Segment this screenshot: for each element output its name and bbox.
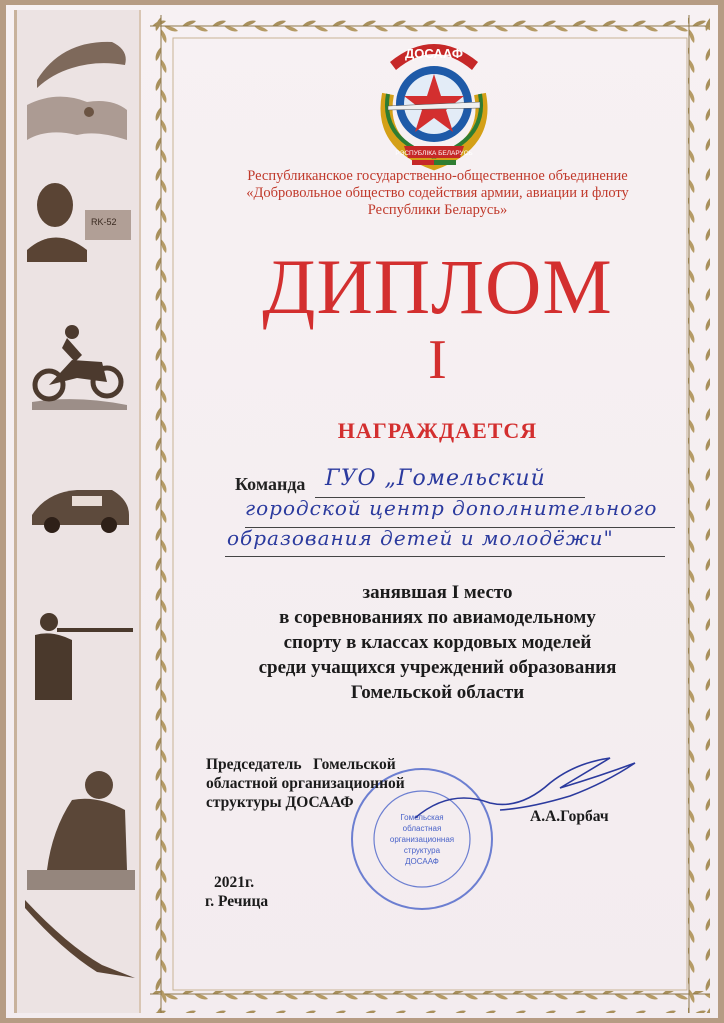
signatory-line-2: областной организационной xyxy=(206,775,405,792)
glider-image xyxy=(25,900,135,978)
team-handwritten-line-1: ГУО „Гомельский xyxy=(325,466,546,491)
rally-car-image xyxy=(32,490,129,533)
diploma-title: ДИПЛОМ xyxy=(262,243,613,330)
pilot-image xyxy=(27,183,131,262)
svg-text:организационная: организационная xyxy=(389,835,455,844)
issue-details xyxy=(205,873,268,911)
organization-line-1: Республиканское государственно-общественное объединение xyxy=(247,168,628,184)
achievement-text xyxy=(175,580,700,705)
achievement-line-3: спорту в классах кордовых моделей xyxy=(283,632,592,653)
svg-text:RK-52: RK-52 xyxy=(91,217,117,227)
achievement-line-5: Гомельской области xyxy=(350,682,525,703)
svg-text:РЭСПУБЛІКА БЕЛАРУСЬ: РЭСПУБЛІКА БЕЛАРУСЬ xyxy=(395,150,473,157)
team-handwritten-line-3: образования детей и молодёжи" xyxy=(227,526,614,550)
svg-text:ДОСААФ: ДОСААФ xyxy=(405,857,439,866)
parachute-image xyxy=(27,42,127,140)
signatory-line-3: структуры ДОСААФ xyxy=(206,794,354,811)
organization-line-3: Республики Беларусь» xyxy=(367,202,508,218)
team-label: Команда xyxy=(235,474,306,494)
svg-text:структура: структура xyxy=(403,846,441,855)
achievement-line-4: среди учащихся учреждений образования xyxy=(258,657,617,678)
diploma-content xyxy=(175,20,700,1000)
diploma-degree: I xyxy=(428,329,447,391)
dosaaf-emblem xyxy=(368,24,500,174)
team-underline-3 xyxy=(225,556,665,557)
team-handwritten-line-2: городской центр дополнительного xyxy=(245,496,658,520)
organization-name xyxy=(175,168,700,219)
organization-line-2: «Добровольное общество содействия армии, авиации и флоту xyxy=(246,185,629,201)
issue-year: 2021г. xyxy=(214,874,255,891)
motocross-image xyxy=(32,325,127,410)
svg-text:ДОСААФ: ДОСААФ xyxy=(405,46,463,61)
issue-city: г. Речица xyxy=(205,893,269,910)
svg-text:Гомельская: Гомельская xyxy=(400,813,444,822)
awarded-heading: НАГРАЖДАЕТСЯ xyxy=(337,418,538,443)
signatory-line-1: Председатель Гомельской xyxy=(206,756,396,773)
svg-text:областная: областная xyxy=(402,824,442,833)
achievement-line-1: занявшая I место xyxy=(362,582,513,603)
achievement-line-2: в соревнованиях по авиамодельному xyxy=(279,607,596,628)
sport-photos-illustration xyxy=(17,10,139,1013)
photo-strip xyxy=(14,10,141,1013)
diver-image xyxy=(27,771,135,890)
signatory-name: А.А.Горбач xyxy=(530,808,609,825)
signatory-title xyxy=(206,755,405,812)
shooter-image xyxy=(35,613,133,700)
